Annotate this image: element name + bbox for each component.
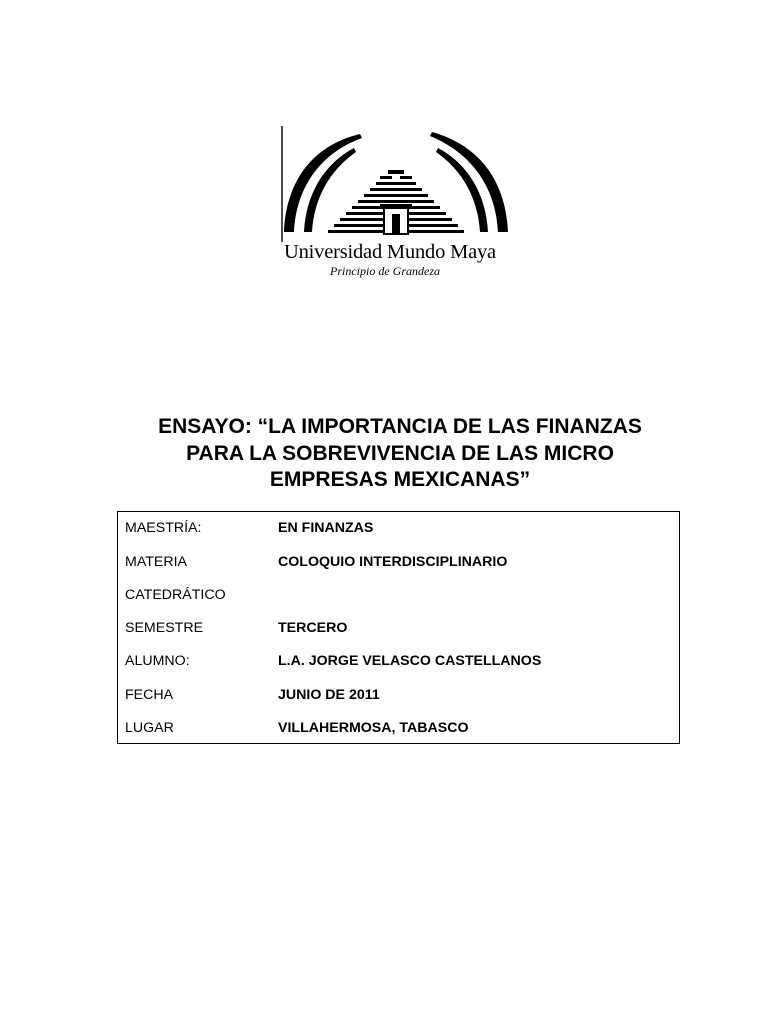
university-name: Universidad Mundo Maya [284, 241, 496, 263]
university-logo [280, 124, 512, 280]
essay-title [100, 414, 700, 494]
info-value: VILLAHERMOSA, TABASCO [278, 720, 469, 736]
info-value: COLOQUIO INTERDISCIPLINARIO [278, 554, 508, 570]
info-label: CATEDRÁTICO [125, 587, 226, 603]
university-tagline: Principio de Grandeza [330, 264, 440, 278]
info-label: SEMESTRE [125, 620, 204, 636]
info-value: EN FINANZAS [278, 520, 374, 536]
info-value: TERCERO [278, 620, 348, 636]
info-table [117, 511, 680, 744]
essay-title-line-1: ENSAYO: “LA IMPORTANCIA DE LAS FINANZAS [158, 415, 642, 438]
info-value: JUNIO DE 2011 [278, 687, 380, 703]
info-label: FECHA [125, 687, 174, 703]
essay-title-line-3: EMPRESAS MEXICANAS” [269, 468, 531, 491]
essay-title-line-2: PARA LA SOBREVIVENCIA DE LAS MICRO [186, 441, 614, 465]
info-label: MAESTRÍA: [125, 520, 202, 536]
pyramid-arch-emblem [280, 124, 512, 242]
temple-doorway [384, 208, 408, 234]
info-label: MATERIA [125, 554, 188, 570]
info-label: LUGAR [125, 720, 174, 736]
info-value: L.A. JORGE VELASCO CASTELLANOS [278, 653, 542, 669]
info-label: ALUMNO: [125, 653, 190, 669]
